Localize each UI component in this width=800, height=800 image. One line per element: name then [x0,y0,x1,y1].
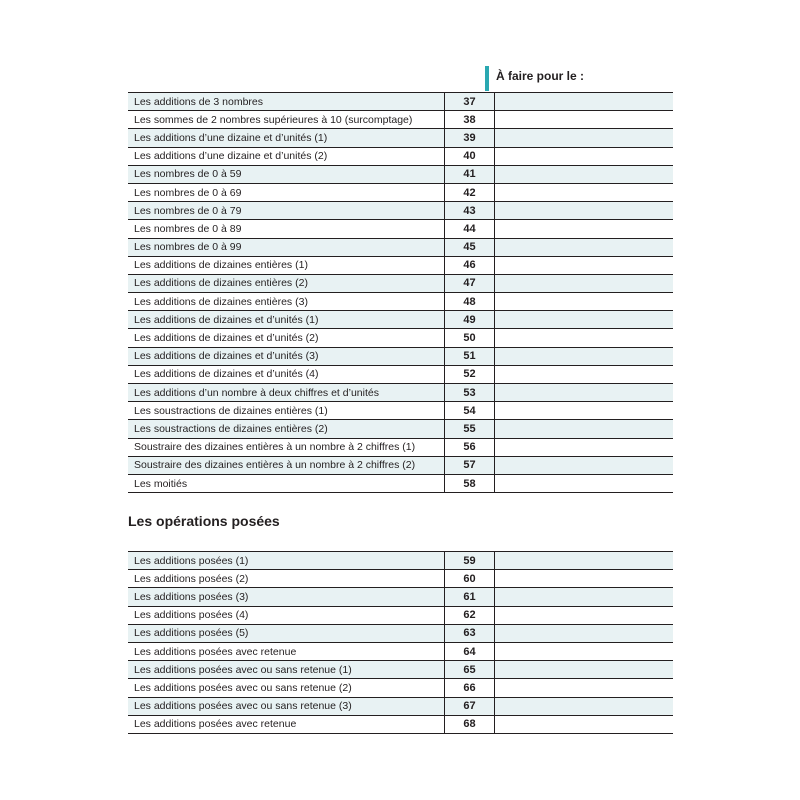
due-date-cell[interactable] [495,661,674,679]
table-row [128,420,673,438]
exercise-page-number: 57 [445,456,495,474]
exercise-page-number: 58 [445,474,495,492]
due-date-cell[interactable] [495,715,674,733]
exercise-page-number: 40 [445,147,495,165]
due-date-cell[interactable] [495,165,674,183]
exercise-page-number: 46 [445,256,495,274]
due-date-cell[interactable] [495,274,674,292]
exercise-label: Les additions posées (3) [128,588,445,606]
exercise-label: Les nombres de 0 à 99 [128,238,445,256]
exercise-page-number: 38 [445,111,495,129]
exercise-label: Les additions de dizaines et d’unités (2) [128,329,445,347]
exercise-label: Les additions posées (4) [128,606,445,624]
due-date-cell[interactable] [495,329,674,347]
exercise-page-number: 37 [445,93,495,111]
due-date-cell[interactable] [495,570,674,588]
table-row [128,384,673,402]
due-date-cell[interactable] [495,202,674,220]
exercise-label: Les additions posées avec ou sans retenue (2) [128,679,445,697]
exercise-page-number: 60 [445,570,495,588]
exercise-label: Les additions posées avec retenue [128,642,445,660]
exercise-page-number: 45 [445,238,495,256]
exercise-page-number: 53 [445,384,495,402]
exercise-label: Les soustractions de dizaines entières (2) [128,420,445,438]
exercise-label: Les sommes de 2 nombres supérieures à 10 (surcomptage) [128,111,445,129]
exercise-page-number: 55 [445,420,495,438]
exercise-label: Les additions de dizaines et d’unités (1) [128,311,445,329]
exercise-page-number: 51 [445,347,495,365]
exercise-label: Les additions de dizaines et d’unités (3) [128,347,445,365]
exercise-page-number: 44 [445,220,495,238]
exercise-label: Les additions posées avec ou sans retenue (1) [128,661,445,679]
table-row [128,661,673,679]
exercise-label: Les nombres de 0 à 59 [128,165,445,183]
due-date-cell[interactable] [495,93,674,111]
exercise-label: Les additions posées (5) [128,624,445,642]
exercise-page-number: 54 [445,402,495,420]
exercise-label: Les additions de dizaines entières (3) [128,293,445,311]
table-row [128,402,673,420]
due-date-cell[interactable] [495,402,674,420]
exercise-label: Les additions de dizaines entières (2) [128,274,445,292]
table-row [128,715,673,733]
table-row [128,679,673,697]
exercise-page-number: 52 [445,365,495,383]
due-date-cell[interactable] [495,311,674,329]
table-row [128,147,673,165]
table-row [128,456,673,474]
table-row [128,202,673,220]
exercise-label: Soustraire des dizaines entières à un nombre à 2 chiffres (2) [128,456,445,474]
table-row [128,624,673,642]
due-date-cell[interactable] [495,438,674,456]
due-date-cell[interactable] [495,256,674,274]
exercise-table-main [128,92,673,493]
due-date-cell[interactable] [495,347,674,365]
exercise-table-main-body [128,93,673,493]
due-date-cell[interactable] [495,697,674,715]
exercise-page-number: 43 [445,202,495,220]
table-row [128,165,673,183]
exercise-label: Les additions de 3 nombres [128,93,445,111]
due-date-cell[interactable] [495,183,674,201]
exercise-label: Les additions posées avec retenue [128,715,445,733]
exercise-page-number: 42 [445,183,495,201]
exercise-label: Les additions de dizaines entières (1) [128,256,445,274]
due-date-cell[interactable] [495,111,674,129]
exercise-page-number: 47 [445,274,495,292]
table-row [128,365,673,383]
exercise-label: Les moitiés [128,474,445,492]
due-date-cell[interactable] [495,293,674,311]
due-date-cell[interactable] [495,384,674,402]
table-row [128,697,673,715]
table-row [128,570,673,588]
table-row [128,474,673,492]
due-date-cell[interactable] [495,679,674,697]
exercise-page-number: 59 [445,552,495,570]
due-date-cell[interactable] [495,220,674,238]
exercise-label: Les additions posées (1) [128,552,445,570]
exercise-table-operations-body [128,552,673,734]
exercise-page-number: 63 [445,624,495,642]
exercise-page-number: 64 [445,642,495,660]
table-row [128,256,673,274]
table-row [128,606,673,624]
due-date-cell[interactable] [495,642,674,660]
exercise-label: Les additions d’un nombre à deux chiffres et d’unités [128,384,445,402]
due-date-cell[interactable] [495,420,674,438]
table-row [128,293,673,311]
exercise-page-number: 48 [445,293,495,311]
due-date-cell[interactable] [495,129,674,147]
table-row [128,588,673,606]
table-row [128,129,673,147]
exercise-page-number: 65 [445,661,495,679]
due-date-header [485,66,675,91]
due-date-cell[interactable] [495,147,674,165]
exercise-label: Les nombres de 0 à 89 [128,220,445,238]
exercise-page-number: 39 [445,129,495,147]
table-row [128,347,673,365]
exercise-label: Les additions posées avec ou sans retenue (3) [128,697,445,715]
due-date-cell[interactable] [495,606,674,624]
exercise-page-number: 56 [445,438,495,456]
exercise-page-number: 41 [445,165,495,183]
exercise-page-number: 66 [445,679,495,697]
exercise-label: Les nombres de 0 à 69 [128,183,445,201]
exercise-label: Les additions de dizaines et d’unités (4) [128,365,445,383]
table-row [128,311,673,329]
exercise-page-number: 62 [445,606,495,624]
table-row [128,552,673,570]
exercise-page-number: 67 [445,697,495,715]
exercise-page-number: 61 [445,588,495,606]
exercise-label: Les soustractions de dizaines entières (1) [128,402,445,420]
due-date-cell[interactable] [495,456,674,474]
exercise-table-operations [128,551,673,734]
exercise-page-number: 68 [445,715,495,733]
exercise-label: Les additions d’une dizaine et d’unités (1) [128,129,445,147]
exercise-label: Les additions d’une dizaine et d’unités (2) [128,147,445,165]
table-row [128,183,673,201]
table-row [128,642,673,660]
due-date-header-label: À faire pour le : [496,69,585,83]
due-date-cell[interactable] [495,238,674,256]
exercise-label: Les nombres de 0 à 79 [128,202,445,220]
due-date-cell[interactable] [495,474,674,492]
due-date-cell[interactable] [495,365,674,383]
due-date-cell[interactable] [495,588,674,606]
exercise-page-number: 50 [445,329,495,347]
due-date-cell[interactable] [495,624,674,642]
section-title-operations: Les opérations posées [128,513,280,529]
exercise-page-number: 49 [445,311,495,329]
table-row [128,238,673,256]
table-row [128,329,673,347]
due-date-cell[interactable] [495,552,674,570]
table-row [128,274,673,292]
exercise-label: Soustraire des dizaines entières à un nombre à 2 chiffres (1) [128,438,445,456]
exercise-label: Les additions posées (2) [128,570,445,588]
table-row [128,93,673,111]
table-row [128,111,673,129]
table-row [128,220,673,238]
table-row [128,438,673,456]
